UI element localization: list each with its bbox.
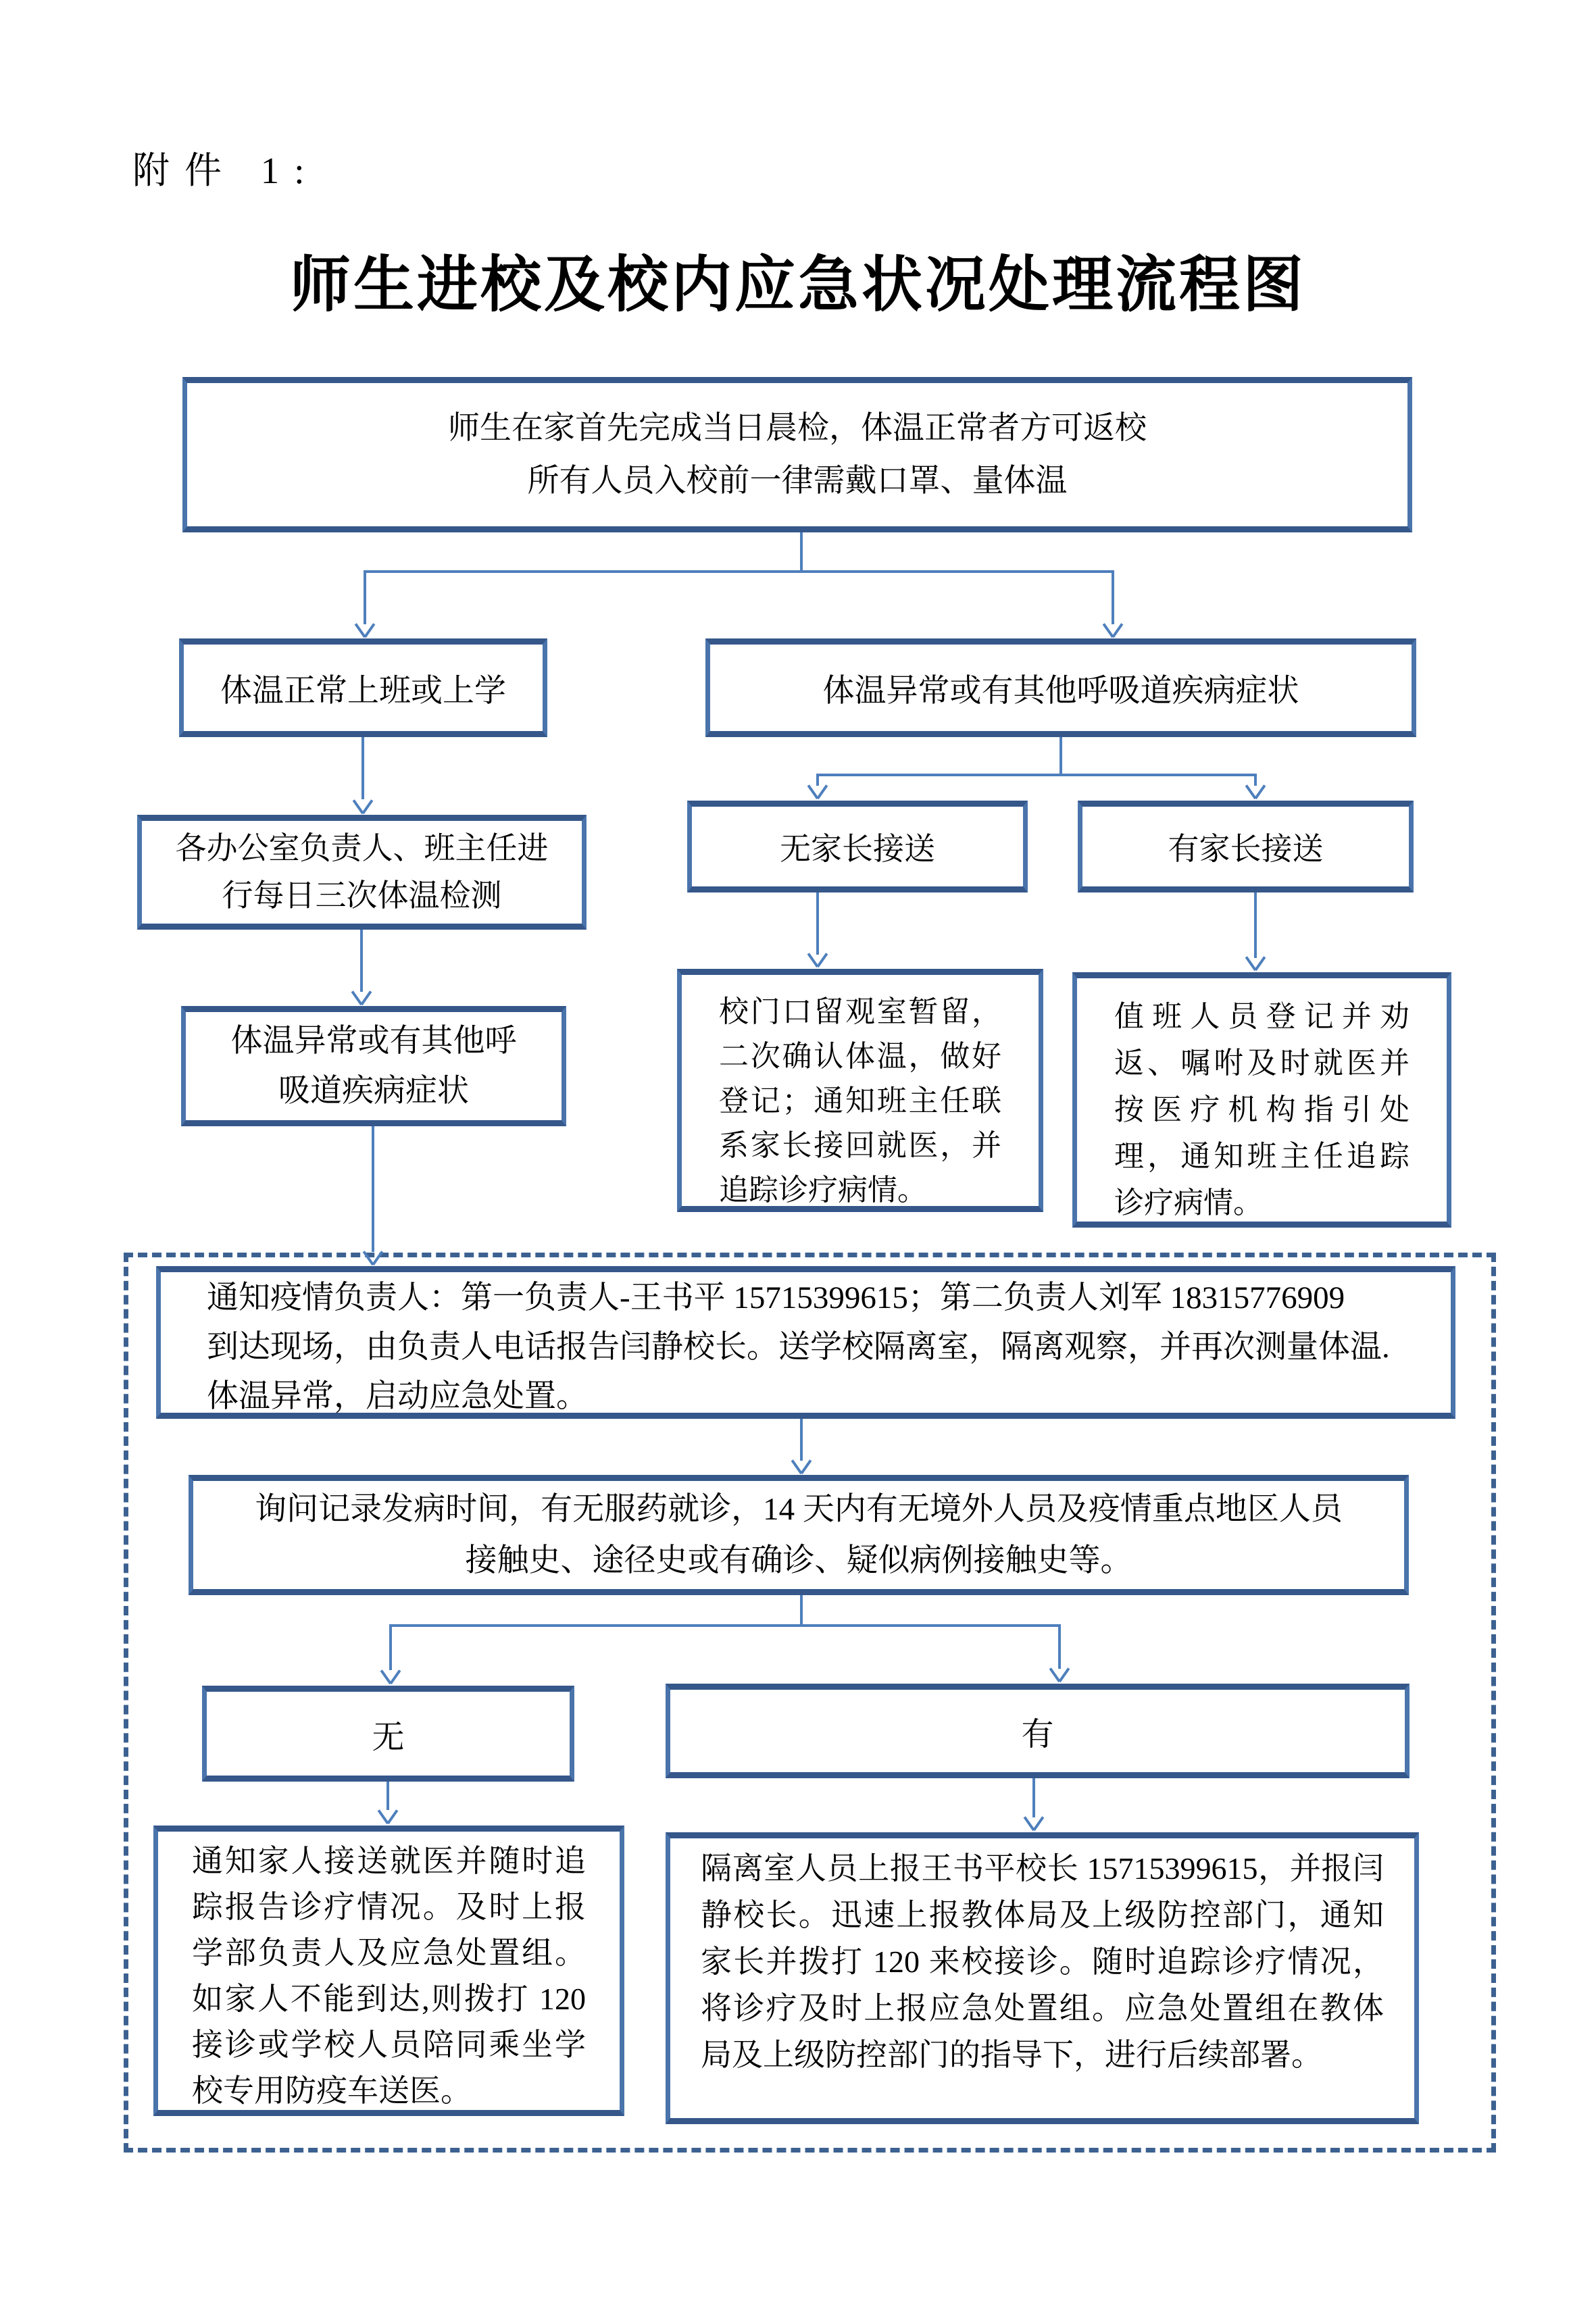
flow-node-line: 体温异常或有其他呼吸道疾病症状 [822, 673, 1299, 709]
flow-node-line: 有家长接送 [1168, 832, 1324, 866]
connector-line [800, 1595, 803, 1627]
arrowhead-down-icon [1103, 622, 1123, 637]
flow-node-line: 体温异常，启动应急处置。 [207, 1379, 588, 1414]
connector-line [1254, 892, 1257, 958]
connector-line [800, 532, 803, 573]
connector-line [1032, 1778, 1035, 1817]
flow-node-morning-check [182, 377, 1412, 532]
connector-line [1058, 1624, 1061, 1669]
arrowhead-down-icon [1245, 784, 1266, 799]
arrowhead-down-icon [807, 784, 828, 799]
flow-node-temp-abnormal [705, 638, 1416, 737]
flow-node-office-daily-check [137, 815, 587, 930]
arrowhead-down-icon [807, 952, 828, 967]
arrowhead-down-icon [351, 990, 372, 1005]
connector-line [360, 930, 363, 992]
connector-line [361, 737, 364, 799]
flow-node-gate-observation [677, 969, 1043, 1212]
connector-line [386, 1782, 389, 1810]
flow-node-notify-leader [156, 1266, 1455, 1419]
arrowhead-down-icon [363, 1250, 383, 1265]
connector-line [389, 1624, 392, 1670]
flow-node-line: 体温正常上班或上学 [220, 673, 506, 709]
flow-node-line: 无 [372, 1719, 405, 1755]
flow-node-isolation-report [666, 1832, 1419, 2124]
arrowhead-down-icon [355, 622, 375, 637]
arrowhead-down-icon [1049, 1667, 1070, 1682]
flow-node-line: 各办公室负责人、班主任进 [175, 831, 549, 865]
flow-node-no-contact [202, 1686, 574, 1782]
connector-line [372, 1126, 374, 1252]
flow-node-line: 有 [1021, 1716, 1054, 1753]
flow-node-text: 校门口留观室暂留，二次确认体温，做好登记；通知班主任联系家长接回就医，并追踪诊疗病情。 [719, 995, 1001, 1207]
connector-line [1112, 570, 1114, 624]
flow-node-line: 所有人员入校前一律需戴口罩、量体温 [527, 463, 1068, 499]
flow-node-abnormal-symptom [181, 1006, 566, 1126]
flow-node-parent-pickup [1078, 801, 1414, 892]
flow-node-text: 询问记录发病时间，有无服药就诊，14 天内有无境外人员及疫情重点地区人员接触史、途径史或有确诊、疑似病例接触史等。 [255, 1492, 1343, 1578]
arrowhead-down-icon [1245, 955, 1266, 970]
attachment-label: 附件 1: [132, 150, 320, 191]
flow-node-duty-register [1072, 972, 1451, 1228]
flow-node-no-parent-pickup [687, 801, 1028, 892]
flow-node-text: 隔离室人员上报王书平校长 15715399615，并报闫静校长。迅速上报教体局及上级防控部门，通知家长并拨打 120 来校接诊。随时追踪诊疗情况，将诊疗及时上报应急处置组。应急处置组在教体局及上级防控部门的指导下，进行后续部署。 [701, 1851, 1384, 2072]
connector-line [816, 774, 1257, 776]
flow-node-line: 到达现场，由负责人电话报告闫静校长。送学校隔离室，隔离观察，并再次测量体温. [207, 1330, 1390, 1365]
flow-node-line: 无家长接送 [780, 832, 935, 866]
flow-node-text: 值班人员登记并劝返、嘱咐及时就医并按医疗机构指引处理，通知班主任追踪诊疗病情。 [1114, 1000, 1410, 1219]
flow-node-inquiry-record [189, 1475, 1409, 1595]
flow-node-text: 通知家人接送就医并随时追踪报告诊疗情况。及时上报学部负责人及应急处置组。如家人不能到达,则拨打 120 接诊或学校人员陪同乘坐学校专用防疫车送医。 [192, 1844, 586, 2108]
connector-line [364, 570, 1114, 573]
arrowhead-down-icon [380, 1669, 401, 1684]
connector-line [364, 570, 366, 624]
page-title: 师生进校及校内应急状况处理流程图 [290, 252, 1306, 319]
flow-node-line: 师生在家首先完成当日晨检，体温正常者方可返校 [448, 411, 1147, 446]
flow-node-line: 吸道疾病症状 [278, 1074, 469, 1109]
flow-node-has-contact [666, 1684, 1410, 1778]
flow-node-line: 通知疫情负责人：第一负责人-王书平 15715399615；第二负责人刘军 18315776909 [207, 1280, 1345, 1315]
connector-line [816, 892, 819, 955]
connector-line [1059, 737, 1062, 776]
arrowhead-down-icon [378, 1809, 398, 1823]
flow-node-line: 行每日三次体温检测 [222, 878, 502, 913]
arrowhead-down-icon [791, 1459, 812, 1474]
flow-node-line: 体温异常或有其他呼 [230, 1024, 517, 1059]
flow-node-temp-normal [179, 638, 547, 737]
connector-line [389, 1624, 1061, 1627]
connector-line [800, 1419, 803, 1461]
arrowhead-down-icon [1024, 1815, 1044, 1830]
flow-node-notify-family [153, 1826, 624, 2116]
arrowhead-down-icon [353, 799, 373, 813]
